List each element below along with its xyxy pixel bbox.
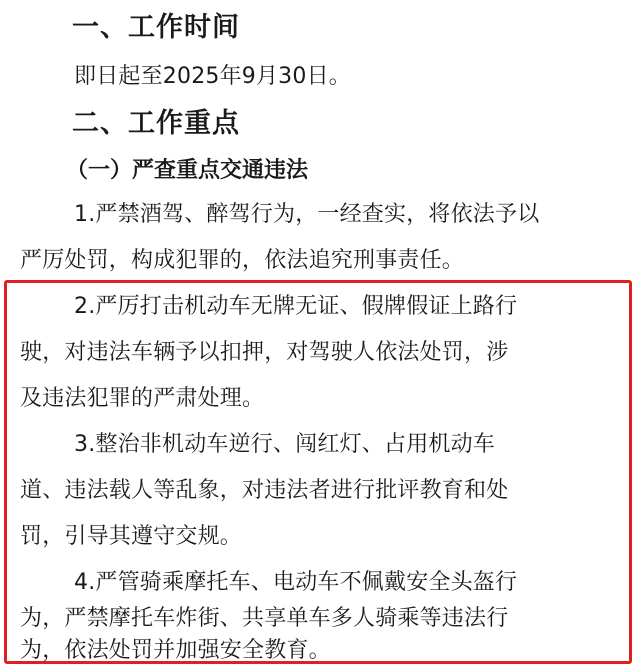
item1-line1: 1.严禁酒驾、醉驾行为，一经查实，将依法予以	[74, 202, 540, 227]
item4-line3: 为，依法处罚并加强安全教育。	[20, 638, 331, 663]
item2-line3: 及违法犯罪的严肃处理。	[20, 386, 265, 411]
item3-line2: 道、违法载人等乱象，对违法者进行批评教育和处	[20, 478, 509, 503]
section-heading-work-time: 一、工作时间	[72, 12, 240, 43]
section-heading-work-focus: 二、工作重点	[72, 108, 240, 139]
item1-line2: 严厉处罚，构成犯罪的，依法追究刑事责任。	[20, 248, 465, 273]
item4-line2: 为，严禁摩托车炸街、共享单车多人骑乘等违法行	[20, 606, 509, 631]
item3-line3: 罚，引导其遵守交规。	[20, 524, 243, 549]
item2-line2: 驶，对违法车辆予以扣押，对驾驶人依法处罚，涉	[20, 340, 509, 365]
item3-line1: 3.整治非机动车逆行、闯红灯、占用机动车	[74, 432, 495, 457]
item2-line1: 2.严厉打击机动车无牌无证、假牌假证上路行	[74, 294, 518, 319]
work-time-text: 即日起至2025年9月30日。	[74, 64, 351, 89]
subheading-traffic-violations: （一）严查重点交通违法	[66, 158, 309, 183]
item4-line1: 4.严管骑乘摩托车、电动车不佩戴安全头盔行	[74, 570, 518, 595]
